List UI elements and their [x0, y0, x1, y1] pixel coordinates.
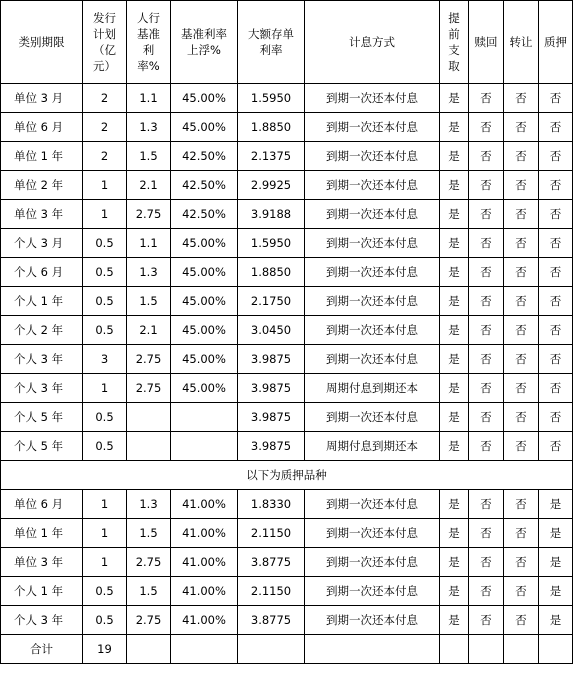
table-cell: 周期付息到期还本 — [305, 374, 440, 403]
table-body-total — [1, 635, 573, 664]
table-cell: 到期一次还本付息 — [305, 84, 440, 113]
table-cell: 否 — [504, 490, 539, 519]
header-pboc-rate: 人行基准利率% — [127, 1, 171, 84]
table-cell: 否 — [539, 316, 573, 345]
table-cell: 个人 1 年 — [1, 287, 83, 316]
table-cell: 41.00% — [171, 519, 238, 548]
table-cell: 1.1 — [127, 229, 171, 258]
table-cell: 45.00% — [171, 374, 238, 403]
table-cell: 是 — [440, 403, 469, 432]
table-cell: 1.3 — [127, 258, 171, 287]
table-cell: 否 — [504, 113, 539, 142]
header-issue-plan: 发行计划（亿元） — [83, 1, 127, 84]
table-cell: 到期一次还本付息 — [305, 519, 440, 548]
table-cell: 单位 1 年 — [1, 519, 83, 548]
separator-section — [1, 461, 573, 490]
table-cell: 到期一次还本付息 — [305, 200, 440, 229]
table-cell: 是 — [440, 84, 469, 113]
table-cell: 单位 1 年 — [1, 142, 83, 171]
table-cell: 0.5 — [83, 432, 127, 461]
table-row — [1, 490, 573, 519]
table-row — [1, 403, 573, 432]
table-cell: 45.00% — [171, 345, 238, 374]
table-cell: 45.00% — [171, 229, 238, 258]
table-row — [1, 258, 573, 287]
table-cell: 2.1750 — [238, 287, 305, 316]
table-cell: 是 — [440, 113, 469, 142]
table-cell: 3.9188 — [238, 200, 305, 229]
table-cell: 是 — [440, 490, 469, 519]
table-cell: 45.00% — [171, 316, 238, 345]
table-cell — [440, 635, 469, 664]
table-body-group2 — [1, 490, 573, 635]
table-cell: 否 — [539, 142, 573, 171]
table-cell: 否 — [469, 519, 504, 548]
table-cell: 否 — [539, 84, 573, 113]
table-cell: 42.50% — [171, 200, 238, 229]
table-row — [1, 606, 573, 635]
table-cell: 1.3 — [127, 490, 171, 519]
table-cell: 单位 6 月 — [1, 490, 83, 519]
table-cell: 是 — [539, 519, 573, 548]
table-cell: 个人 3 年 — [1, 606, 83, 635]
header-pledge: 质押 — [539, 1, 573, 84]
table-cell: 否 — [469, 345, 504, 374]
table-cell: 是 — [440, 432, 469, 461]
table-cell: 2.1375 — [238, 142, 305, 171]
table-cell: 否 — [504, 84, 539, 113]
table-cell: 41.00% — [171, 548, 238, 577]
table-cell: 0.5 — [83, 229, 127, 258]
table-cell: 周期付息到期还本 — [305, 432, 440, 461]
table-cell: 1.8850 — [238, 113, 305, 142]
table-cell — [238, 635, 305, 664]
table-cell: 1.5 — [127, 519, 171, 548]
table-cell: 2.1150 — [238, 519, 305, 548]
table-cell: 到期一次还本付息 — [305, 606, 440, 635]
table-cell: 1 — [83, 171, 127, 200]
table-cell: 是 — [440, 316, 469, 345]
table-cell: 2.9925 — [238, 171, 305, 200]
table-cell: 到期一次还本付息 — [305, 490, 440, 519]
table-cell: 到期一次还本付息 — [305, 403, 440, 432]
table-cell: 到期一次还本付息 — [305, 142, 440, 171]
table-cell — [469, 635, 504, 664]
table-cell: 41.00% — [171, 577, 238, 606]
header-transfer: 转让 — [504, 1, 539, 84]
table-row — [1, 142, 573, 171]
table-cell: 否 — [504, 171, 539, 200]
table-cell: 否 — [469, 548, 504, 577]
table-row — [1, 113, 573, 142]
table-cell: 否 — [539, 345, 573, 374]
table-cell: 是 — [539, 548, 573, 577]
table-cell: 到期一次还本付息 — [305, 316, 440, 345]
table-cell: 否 — [504, 229, 539, 258]
table-cell: 2.75 — [127, 606, 171, 635]
table-cell: 0.5 — [83, 606, 127, 635]
table-cell: 1.5950 — [238, 229, 305, 258]
table-cell: 2 — [83, 84, 127, 113]
table-cell: 42.50% — [171, 142, 238, 171]
table-cell: 2.1 — [127, 171, 171, 200]
separator-label: 以下为质押品种 — [1, 461, 573, 490]
table-cell: 个人 5 年 — [1, 432, 83, 461]
table-row — [1, 316, 573, 345]
table-cell: 是 — [440, 200, 469, 229]
table-cell: 否 — [469, 316, 504, 345]
table-cell: 个人 3 年 — [1, 345, 83, 374]
table-cell: 单位 2 年 — [1, 171, 83, 200]
table-cell: 2.75 — [127, 200, 171, 229]
table-cell: 个人 6 月 — [1, 258, 83, 287]
table-cell: 2.75 — [127, 345, 171, 374]
table-cell: 是 — [440, 577, 469, 606]
table-cell: 1.3 — [127, 113, 171, 142]
table-cell — [539, 635, 573, 664]
total-row — [1, 635, 573, 664]
table-row — [1, 287, 573, 316]
table-cell: 1.5950 — [238, 84, 305, 113]
table-cell: 1 — [83, 200, 127, 229]
table-cell: 是 — [440, 606, 469, 635]
table-cell: 到期一次还本付息 — [305, 113, 440, 142]
table-cell: 是 — [440, 171, 469, 200]
table-cell: 到期一次还本付息 — [305, 577, 440, 606]
table-cell: 否 — [504, 606, 539, 635]
table-cell: 1 — [83, 490, 127, 519]
table-cell: 2 — [83, 113, 127, 142]
header-cd-rate: 大额存单利率 — [238, 1, 305, 84]
table-header-row — [1, 1, 573, 84]
table-cell: 合计 — [1, 635, 83, 664]
table-cell: 否 — [539, 374, 573, 403]
table-cell: 否 — [504, 403, 539, 432]
table-cell: 是 — [440, 519, 469, 548]
table-cell: 否 — [469, 142, 504, 171]
table-cell: 否 — [504, 432, 539, 461]
table-cell: 是 — [440, 142, 469, 171]
table-cell: 个人 2 年 — [1, 316, 83, 345]
table-cell: 2.75 — [127, 548, 171, 577]
table-cell: 到期一次还本付息 — [305, 345, 440, 374]
header-category: 类别期限 — [1, 1, 83, 84]
table-cell: 0.5 — [83, 287, 127, 316]
table-cell: 3.9875 — [238, 345, 305, 374]
table-cell: 否 — [469, 432, 504, 461]
header-redeem: 赎回 — [469, 1, 504, 84]
table-cell: 否 — [539, 258, 573, 287]
table-cell: 否 — [469, 577, 504, 606]
table-cell: 个人 3 月 — [1, 229, 83, 258]
table-cell: 否 — [504, 316, 539, 345]
table-cell: 否 — [504, 548, 539, 577]
table-cell: 否 — [504, 287, 539, 316]
table-row — [1, 171, 573, 200]
table-cell — [127, 432, 171, 461]
table-cell: 2.75 — [127, 374, 171, 403]
table-cell: 否 — [504, 142, 539, 171]
separator-row — [1, 461, 573, 490]
table-cell: 2.1150 — [238, 577, 305, 606]
table-cell: 否 — [504, 577, 539, 606]
table-cell: 到期一次还本付息 — [305, 258, 440, 287]
table-cell: 否 — [539, 200, 573, 229]
table-row — [1, 345, 573, 374]
table-cell — [171, 635, 238, 664]
table-row — [1, 374, 573, 403]
table-cell: 45.00% — [171, 84, 238, 113]
table-cell: 是 — [440, 229, 469, 258]
table-cell: 否 — [539, 432, 573, 461]
table-cell: 3.8775 — [238, 606, 305, 635]
table-cell: 否 — [469, 403, 504, 432]
table-cell: 3.9875 — [238, 432, 305, 461]
table-cell: 否 — [469, 84, 504, 113]
table-cell: 否 — [469, 200, 504, 229]
table-row — [1, 548, 573, 577]
table-cell: 是 — [440, 345, 469, 374]
table-cell — [171, 403, 238, 432]
table-cell: 到期一次还本付息 — [305, 229, 440, 258]
table-cell: 否 — [504, 519, 539, 548]
table-cell: 个人 5 年 — [1, 403, 83, 432]
table-cell: 否 — [504, 200, 539, 229]
table-cell: 否 — [539, 171, 573, 200]
header-early-withdrawal: 提前支取 — [440, 1, 469, 84]
table-cell: 3.8775 — [238, 548, 305, 577]
table-cell: 否 — [469, 258, 504, 287]
table-row — [1, 229, 573, 258]
table-cell: 是 — [440, 287, 469, 316]
table-cell: 否 — [539, 403, 573, 432]
table-cell: 否 — [504, 374, 539, 403]
table-cell: 1 — [83, 374, 127, 403]
table-cell — [305, 635, 440, 664]
table-cell — [171, 432, 238, 461]
table-cell: 1 — [83, 519, 127, 548]
table-cell: 否 — [469, 606, 504, 635]
table-cell: 是 — [539, 577, 573, 606]
header-interest-method: 计息方式 — [305, 1, 440, 84]
table-cell: 否 — [469, 171, 504, 200]
table-cell: 否 — [469, 490, 504, 519]
table-cell: 是 — [539, 490, 573, 519]
table-cell: 0.5 — [83, 258, 127, 287]
table-cell: 是 — [440, 374, 469, 403]
table-cell: 1.1 — [127, 84, 171, 113]
table-row — [1, 432, 573, 461]
table-cell: 否 — [469, 113, 504, 142]
table-row — [1, 84, 573, 113]
table-cell — [127, 635, 171, 664]
table-cell: 45.00% — [171, 287, 238, 316]
table-row — [1, 200, 573, 229]
table-cell: 是 — [440, 258, 469, 287]
table-cell: 否 — [504, 258, 539, 287]
table-cell: 41.00% — [171, 490, 238, 519]
table-row — [1, 577, 573, 606]
table-cell: 0.5 — [83, 316, 127, 345]
table-cell: 1.8850 — [238, 258, 305, 287]
table-cell: 单位 6 月 — [1, 113, 83, 142]
table-cell: 到期一次还本付息 — [305, 287, 440, 316]
table-cell: 否 — [469, 374, 504, 403]
table-cell: 0.5 — [83, 403, 127, 432]
table-cell: 1.5 — [127, 142, 171, 171]
table-cell: 到期一次还本付息 — [305, 171, 440, 200]
table-cell: 1.5 — [127, 287, 171, 316]
table-cell: 到期一次还本付息 — [305, 548, 440, 577]
table-cell: 单位 3 年 — [1, 200, 83, 229]
table-cell: 否 — [539, 287, 573, 316]
table-cell: 否 — [539, 113, 573, 142]
table-cell — [127, 403, 171, 432]
table-cell: 是 — [539, 606, 573, 635]
table-cell: 45.00% — [171, 258, 238, 287]
table-cell: 2.1 — [127, 316, 171, 345]
table-cell: 41.00% — [171, 606, 238, 635]
table-cell: 个人 1 年 — [1, 577, 83, 606]
table-cell: 3.9875 — [238, 403, 305, 432]
table-cell: 否 — [504, 345, 539, 374]
header-rate-float: 基准利率上浮% — [171, 1, 238, 84]
table-cell: 3 — [83, 345, 127, 374]
table-cell: 0.5 — [83, 577, 127, 606]
table-cell: 3.9875 — [238, 374, 305, 403]
table-cell: 否 — [469, 229, 504, 258]
table-body-group1 — [1, 84, 573, 461]
table-row — [1, 519, 573, 548]
table-cell: 单位 3 年 — [1, 548, 83, 577]
table-cell: 否 — [539, 229, 573, 258]
table-cell: 19 — [83, 635, 127, 664]
table-cell: 1.5 — [127, 577, 171, 606]
table-cell: 否 — [469, 287, 504, 316]
table-cell: 3.0450 — [238, 316, 305, 345]
table-cell: 1.8330 — [238, 490, 305, 519]
table-cell: 个人 3 年 — [1, 374, 83, 403]
table-cell — [504, 635, 539, 664]
table-cell: 2 — [83, 142, 127, 171]
table-cell: 42.50% — [171, 171, 238, 200]
table-cell: 单位 3 月 — [1, 84, 83, 113]
table-cell: 45.00% — [171, 113, 238, 142]
table-cell: 1 — [83, 548, 127, 577]
table-cell: 是 — [440, 548, 469, 577]
